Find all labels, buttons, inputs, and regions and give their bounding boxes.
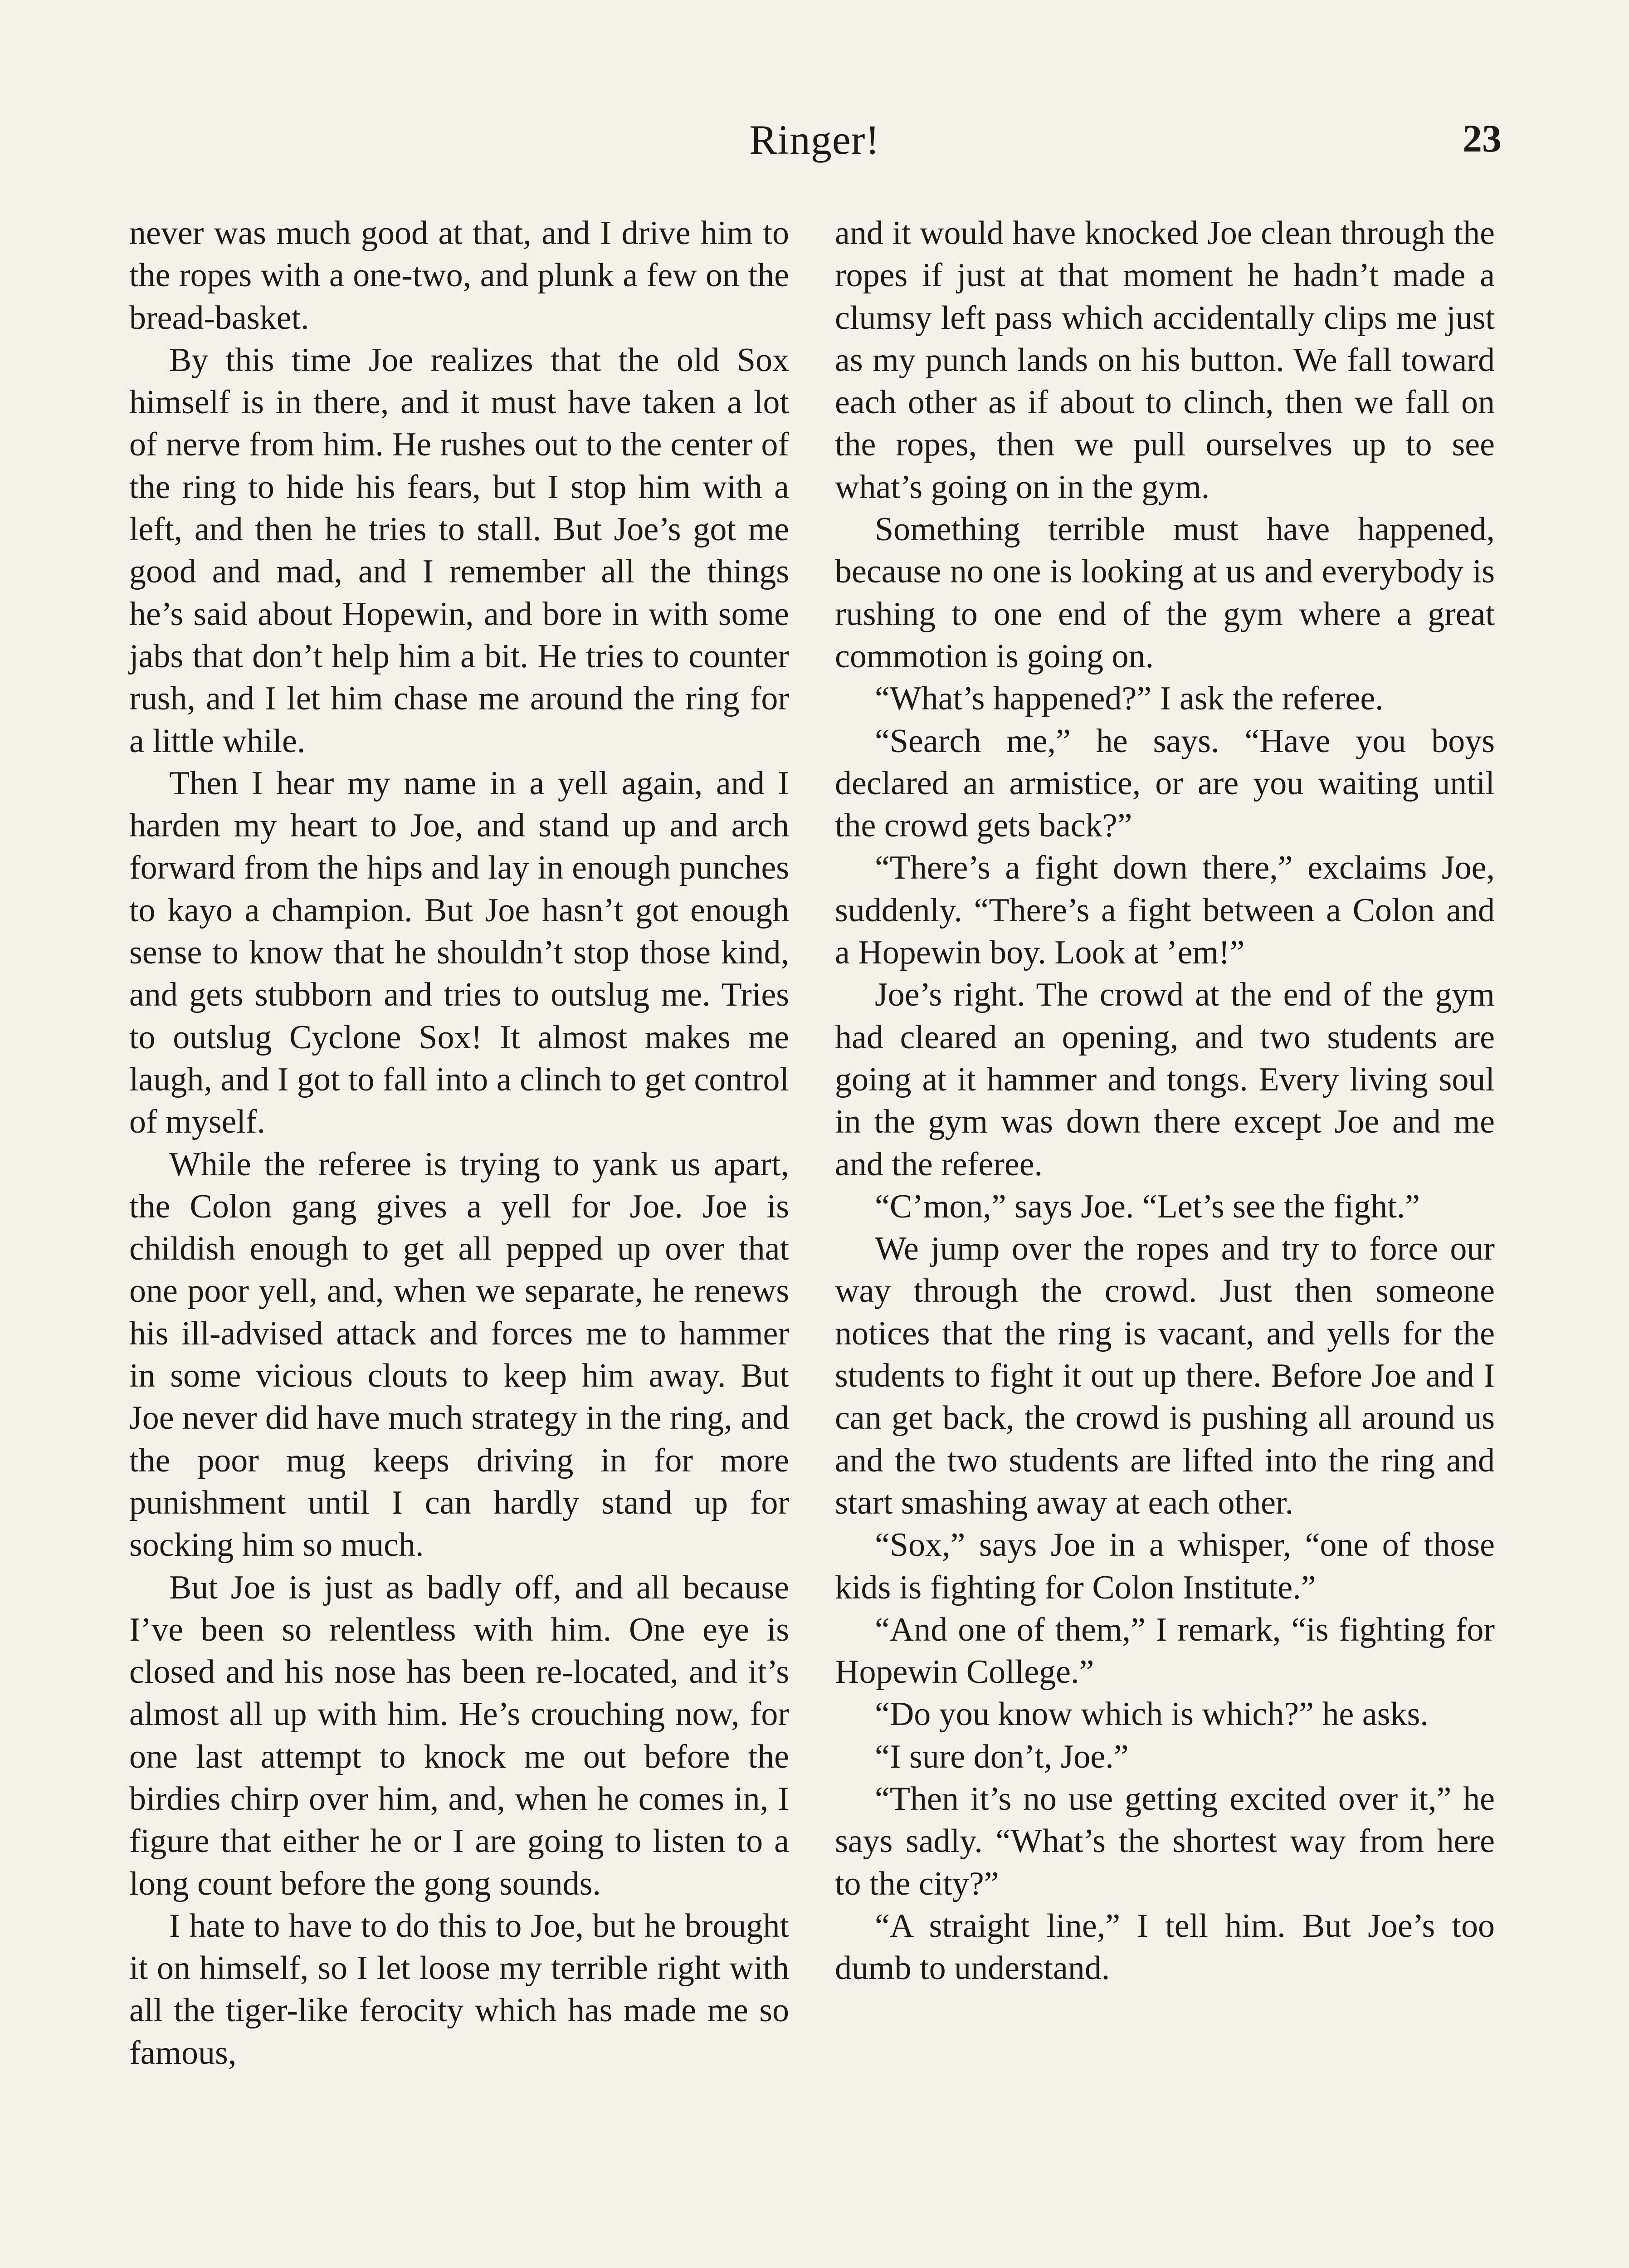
paragraph: But Joe is just as badly off, and all because I’ve been so relentless with him. One eye is closed and his nose has been re-located, and it’s almost all up with him. He’s crouching now, for one last attempt to knock me out before the birdies chirp over him, and, when he comes in, I figure that either he or I are going to listen to a long count before the gong sounds. — [129, 1569, 789, 1902]
paragraph: never was much good at that, and I drive him to the ropes with a one-two, and plunk a few on the bread-basket. — [129, 215, 789, 337]
paragraph: “Search me,” he says. “Have you boys declared an armistice, or are you waiting until the crowd gets back?” — [835, 722, 1495, 845]
paragraph: “Then it’s no use getting excited over it,” he says sadly. “What’s the shortest way from here to the city?” — [835, 1780, 1495, 1902]
paragraph: “Sox,” says Joe in a whisper, “one of those kids is fighting for Colon Institute.” — [835, 1526, 1495, 1606]
paragraph: “There’s a fight down there,” exclaims Joe, suddenly. “There’s a fight between a Colon and a Hopewin boy. Look at ’em!” — [835, 849, 1495, 972]
left-column — [129, 212, 789, 2074]
paragraph: “Do you know which is which?” he asks. — [875, 1696, 1429, 1733]
paragraph: I hate to have to do this to Joe, but he brought it on himself, so I let loose my terrible right with all the tiger-like ferocity which has made me so famous, — [129, 1907, 789, 2072]
paragraph: By this time Joe realizes that the old Sox himself is in there, and it must have taken a lot of nerve from him. He rushes out to the center of the ring to hide his fears, but I stop him with a left, and then he tries to stall. But Joe’s got me good and mad, and I remember all the things he’s said about Hopewin, and bore in with some jabs that don’t help him a bit. He tries to counter rush, and I let him chase me around the ring for a little while. — [129, 341, 789, 760]
paragraph: “A straight line,” I tell him. But Joe’s too dumb to understand. — [835, 1907, 1495, 1987]
paragraph: and it would have knocked Joe clean through the ropes if just at that moment he hadn’t made a clumsy left pass which accidentally clips me just as my punch lands on his button. We fall toward each other as if about to clinch, then we fall on the ropes, then we pull ourselves up to see what’s going on in the gym. — [835, 215, 1495, 506]
paragraph: We jump over the ropes and try to force our way through the crowd. Just then someone notices that the ring is vacant, and yells for the students to fight it out up there. Before Joe and I can get back, the crowd is pushing all around us and the two students are lifted into the ring and start smashing away at each other. — [835, 1230, 1495, 1521]
running-title: Ringer! — [749, 117, 880, 163]
paragraph: “C’mon,” says Joe. “Let’s see the fight.” — [875, 1188, 1420, 1225]
paragraph: “What’s happened?” I ask the referee. — [875, 680, 1384, 718]
paragraph: Then I hear my name in a yell again, and I harden my heart to Joe, and stand up and arch forward from the hips and lay in enough punches to kayo a champion. But Joe hasn’t got enough sense to know that he shouldn’t stop those kind, and gets stubborn and tries to outslug me. Tries to outslug Cyclone Sox! It almost makes me laugh, and I got to fall into a clinch to get control of myself. — [129, 764, 789, 1141]
paragraph: While the referee is trying to yank us apart, the Colon gang gives a yell for Joe. Joe is childish enough to get all pepped up over that one poor yell, and, when we separate, he renews his ill-advised attack and forces me to hammer in some vicious clouts to keep him away. But Joe never did have much strategy in the ring, and the poor mug keeps driving in for more punishment until I can hardly stand up for socking him so much. — [129, 1145, 789, 1564]
paragraph: Joe’s right. The crowd at the end of the gym had cleared an opening, and two students are going at it hammer and tongs. Every living soul in the gym was down there except Joe and me and the referee. — [835, 976, 1495, 1183]
paragraph: “And one of them,” I remark, “is fighting for Hopewin College.” — [835, 1611, 1495, 1691]
paragraph: “I sure don’t, Joe.” — [875, 1738, 1129, 1775]
page-number: 23 — [1463, 117, 1502, 160]
paragraph: Something terrible must have happened, because no one is looking at us and everybody is rushing to one end of the gym where a great commotion is going on. — [835, 511, 1495, 675]
right-column — [835, 212, 1495, 1989]
